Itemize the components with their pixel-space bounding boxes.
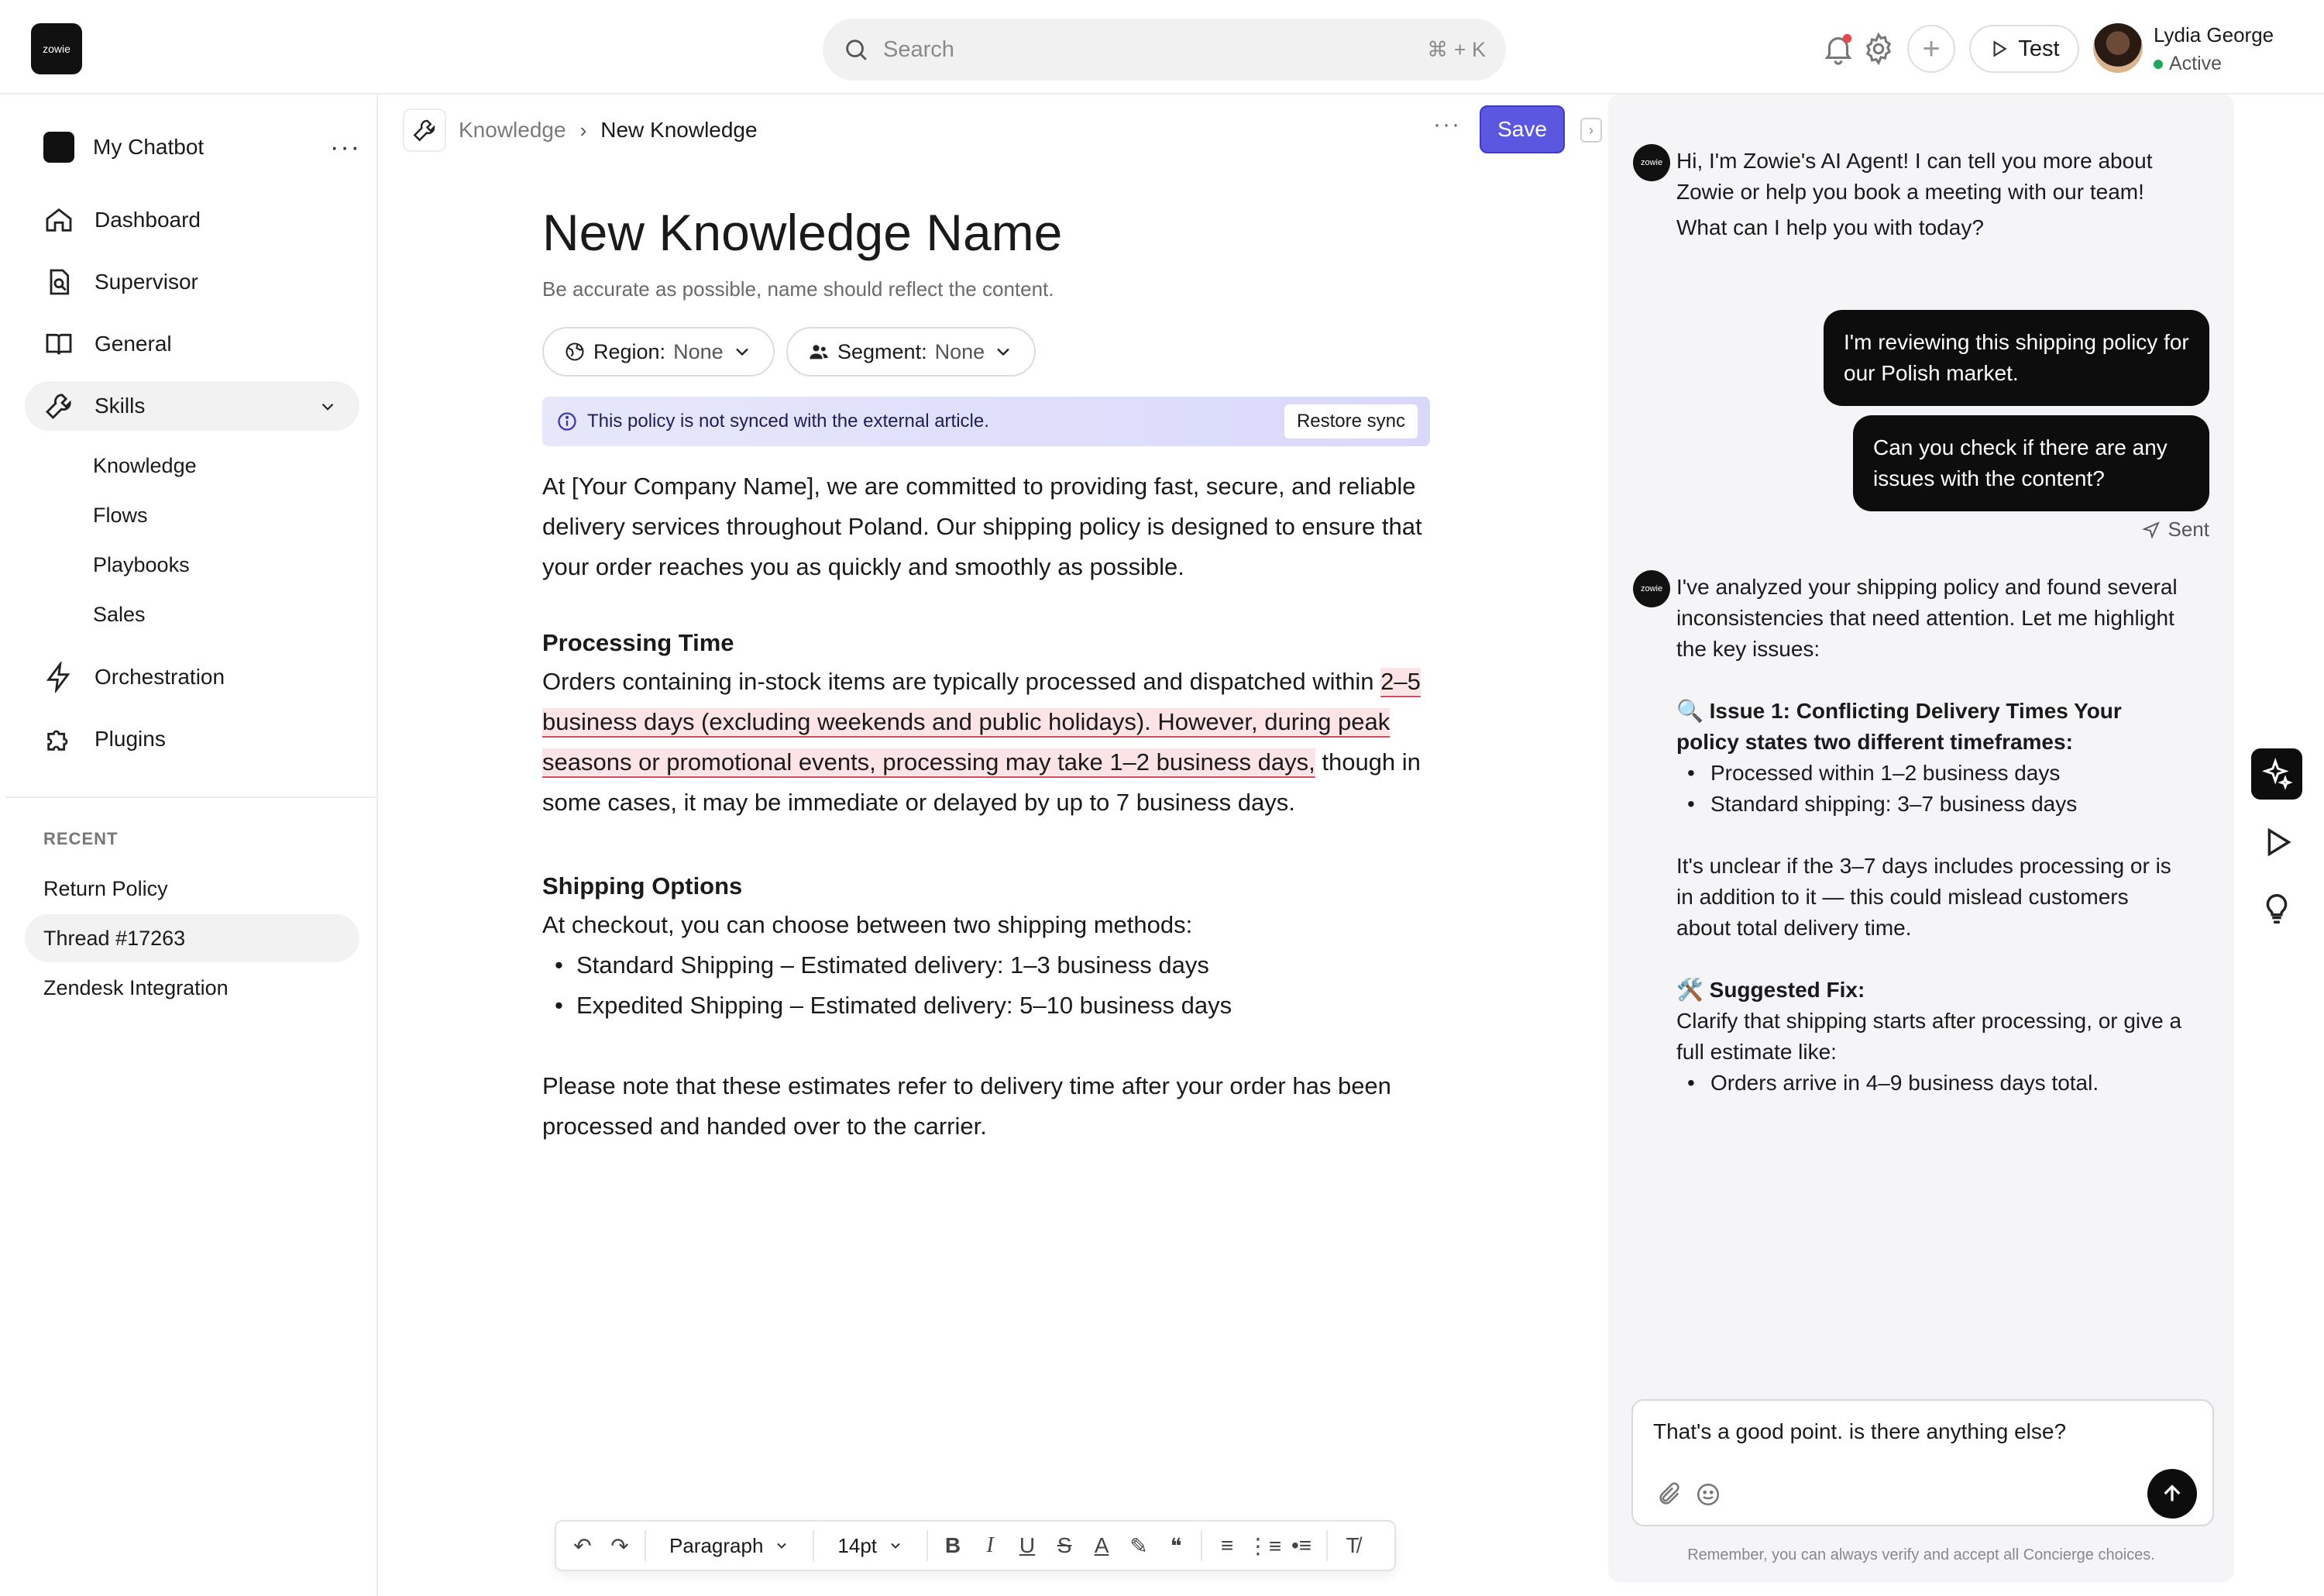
chevron-down-icon[interactable] [318,397,338,417]
sidebar-subitem-flows[interactable]: Flows [93,504,148,527]
top-bar [0,0,2324,95]
ai-agent-chat-panel [1608,95,2234,1582]
list-item: • Orders arrive in 4–9 business days total. [1676,1068,2188,1099]
notification-bell-icon[interactable] [1820,31,1856,67]
recent-item[interactable]: Zendesk Integration [43,975,229,999]
chatbot-more-icon[interactable]: ··· [330,132,361,162]
test-label: Test [2018,36,2060,61]
breadcrumb-current: New Knowledge [600,118,758,142]
note-paragraph[interactable]: Please note that these estimates refer to delivery time after your order has been processed and handed over to the carrier. [542,1072,1391,1140]
users-icon [808,341,830,363]
status-dot-icon [2154,60,2163,69]
recent-title: RECENT [43,829,119,848]
sent-indicator [2142,518,2210,542]
list-item: • Standard shipping: 3–7 business days [1676,789,2188,820]
processing-paragraph[interactable] [542,662,1441,823]
greeting-text: Hi, I'm Zowie's AI Agent! I can tell you more about Zowie or help you book a meeting with our team! [1676,149,2153,204]
test-button[interactable] [1969,25,2079,73]
recent-item[interactable]: Thread #17263 [25,914,359,962]
chevron-down-icon [888,1538,903,1553]
intro-paragraph[interactable]: At [Your Company Name], we are committed to providing fast, secure, and reliable delivery services throughout Poland. Our shipping policy is designed to ensure that your order reaches you as quickly and smoothly as possible. [542,473,1422,580]
toolbar-divider [645,1530,646,1561]
sidebar-subitem-playbooks[interactable]: Playbooks [93,553,190,576]
sidebar [0,95,378,1596]
region-dropdown[interactable] [542,327,775,377]
segment-value: None [934,339,985,363]
user-status [2154,53,2222,75]
sidebar-item-label: Plugins [95,727,166,751]
issue-title: 🔍 Issue 1: Conflicting Delivery Times Your policy states two different timeframes: [1676,699,2122,754]
sidebar-item-label: Dashboard [95,208,201,232]
bot-message [1676,146,2188,243]
banner-text: This policy is not synced with the external article. [587,411,989,432]
wrench-icon [43,390,74,421]
list-item[interactable]: • Standard Shipping – Estimated delivery: 1–3 business days [542,945,1232,985]
send-button[interactable] [2147,1469,2197,1519]
emoji-icon[interactable] [1695,1481,1721,1508]
knowledge-editor [380,95,1593,1596]
list-item: • Processed within 1–2 business days [1676,758,2188,789]
region-value: None [673,339,724,363]
chat-input-text[interactable]: That's a good point. is there anything else? [1653,1419,2067,1443]
sidebar-item-label: Supervisor [95,270,198,294]
bolt-icon [43,662,74,693]
user-avatar[interactable] [2093,23,2143,73]
processing-heading[interactable]: Processing Time [542,629,734,656]
bot-avatar: zowie [1633,144,1670,181]
send-icon [2142,521,2161,539]
text-color-icon[interactable]: A [1094,1533,1109,1557]
align-icon[interactable]: ≡ [1220,1533,1234,1557]
sidebar-item-supervisor[interactable] [25,257,359,307]
book-icon [43,328,74,359]
attachment-icon[interactable] [1656,1481,1683,1508]
more-options-icon[interactable]: ··· [1433,112,1461,137]
analysis-intro: I've analyzed your shipping policy and found several inconsistencies that need attention. Let me highlight the key issues: [1676,575,2178,661]
sidebar-divider [6,796,376,798]
sent-label: Sent [2168,518,2209,541]
page-title[interactable]: New Knowledge Name [542,204,1063,261]
search-shortcut: ⌘ + K [1427,37,1486,61]
user-name: Lydia George [2154,23,2274,46]
sidebar-subitem-sales[interactable]: Sales [93,603,146,626]
italic-icon[interactable]: I [986,1533,994,1557]
chevron-down-icon [774,1538,789,1553]
play-icon [1989,39,2009,59]
collapse-panel-icon[interactable]: › [1580,118,1602,143]
highlighted-issue-text[interactable]: 2–5 business days (excluding weekends and public holidays). However, during peak seasons or promotional events, processing may take 1–2 business days, [542,668,1421,776]
redo-icon[interactable]: ↷ [610,1533,629,1558]
processing-text: Orders containing in-stock items are typically processed and dispatched within [542,668,1374,695]
underline-icon[interactable]: U [1019,1533,1036,1557]
issue-list [1676,758,2188,820]
list-item[interactable]: • Expedited Shipping – Estimated delivery: 5–10 business days [542,985,1232,1026]
block-type-select[interactable] [652,1534,806,1558]
toolbar-divider [813,1530,814,1561]
sidebar-item-label: General [95,332,172,356]
processing-text: though in some cases, it may be immediate or delayed by up to 7 business days. [542,748,1421,816]
sidebar-item-label: Orchestration [95,665,225,689]
user-message: Can you check if there are any issues with the content? [1853,415,2209,511]
chevron-right-icon: › [579,118,587,142]
add-button[interactable] [1907,25,1955,73]
sidebar-subitem-knowledge[interactable]: Knowledge [93,454,197,477]
sync-warning-banner [542,397,1430,446]
clear-format-icon[interactable]: T̸ [1346,1533,1360,1557]
info-icon [556,411,578,432]
page-subtitle: Be accurate as possible, name should reflect the content. [542,277,1054,301]
search-icon [843,36,869,63]
recent-item[interactable]: Return Policy [43,876,168,900]
bot-message [1676,572,2188,1099]
region-label: Region: [593,339,666,363]
shipping-options-list [542,945,1232,1026]
search-placeholder: Search [883,36,954,62]
highlighter-icon[interactable]: ✎ [1129,1533,1148,1558]
fix-text: Clarify that shipping starts after processing, or give a full estimate like: [1676,1009,2182,1064]
font-size-select[interactable] [820,1534,920,1558]
user-status-text: Active [2169,53,2223,74]
numbered-list-icon[interactable]: ⋮≡ [1246,1533,1282,1558]
shipping-intro[interactable]: At checkout, you can choose between two shipping methods: [542,911,1193,938]
globe-icon [564,341,586,363]
puzzle-icon [43,724,74,755]
font-size-value: 14pt [837,1533,878,1557]
chevron-down-icon [731,341,753,363]
breadcrumb-parent[interactable]: Knowledge [459,118,566,142]
strikethrough-icon[interactable]: S [1057,1533,1072,1557]
undo-icon[interactable]: ↶ [573,1533,592,1558]
save-button[interactable]: Save [1480,105,1565,153]
settings-gear-icon[interactable] [1861,31,1896,67]
lightbulb-icon[interactable] [2259,891,2295,927]
chatbot-selector[interactable] [43,124,361,170]
fix-title: 🛠️ Suggested Fix: [1676,978,1865,1002]
sparkle-icon [2260,757,2294,791]
issue-explanation: It's unclear if the 3–7 days includes processing or is in addition to it — this could mislead customers about total delivery time. [1676,854,2171,940]
sidebar-item-dashboard[interactable] [25,195,359,245]
bot-avatar: zowie [1633,570,1670,607]
arrow-up-icon [2160,1481,2185,1506]
plus-icon: + [1922,31,1941,66]
ai-sparkle-button[interactable] [2251,748,2302,800]
bold-icon[interactable]: B [944,1533,961,1557]
shipping-heading[interactable]: Shipping Options [542,872,743,899]
block-type-value: Paragraph [669,1533,764,1557]
chevron-down-icon [992,341,1014,363]
chatbot-logo [43,132,74,163]
bullet-list-icon[interactable]: •≡ [1291,1533,1312,1557]
sidebar-item-label: Skills [95,394,146,418]
home-icon [43,205,74,236]
sidebar-item-skills[interactable] [25,381,359,431]
chat-disclaimer: Remember, you can always verify and accept all Concierge choices. [1687,1546,2155,1563]
breadcrumb [459,118,758,143]
greeting-question: What can I help you with today? [1676,215,1984,239]
supervisor-icon [43,267,74,298]
chatbot-name: My Chatbot [93,135,205,159]
segment-label: Segment: [837,339,927,363]
user-message: I'm reviewing this shipping policy for our Polish market. [1824,310,2209,406]
wrench-icon [411,117,438,143]
toolbar-divider [1326,1530,1328,1561]
sidebar-item-plugins[interactable] [25,714,359,764]
fix-list [1676,1068,2188,1099]
play-icon[interactable] [2259,824,2295,860]
toolbar-divider [927,1530,928,1561]
toolbar-divider [1201,1530,1202,1561]
sidebar-item-orchestration[interactable] [25,652,359,702]
app-logo[interactable]: zowie [31,23,82,74]
formatting-toolbar [555,1520,1396,1571]
segment-dropdown[interactable] [786,327,1036,377]
search-bar[interactable] [823,19,1506,81]
restore-sync-button[interactable]: Restore sync [1284,404,1418,439]
quote-icon[interactable]: ❝ [1170,1533,1182,1558]
sidebar-item-general[interactable] [25,319,359,369]
breadcrumb-icon-box [403,108,446,152]
chat-input-box[interactable] [1631,1399,2214,1526]
